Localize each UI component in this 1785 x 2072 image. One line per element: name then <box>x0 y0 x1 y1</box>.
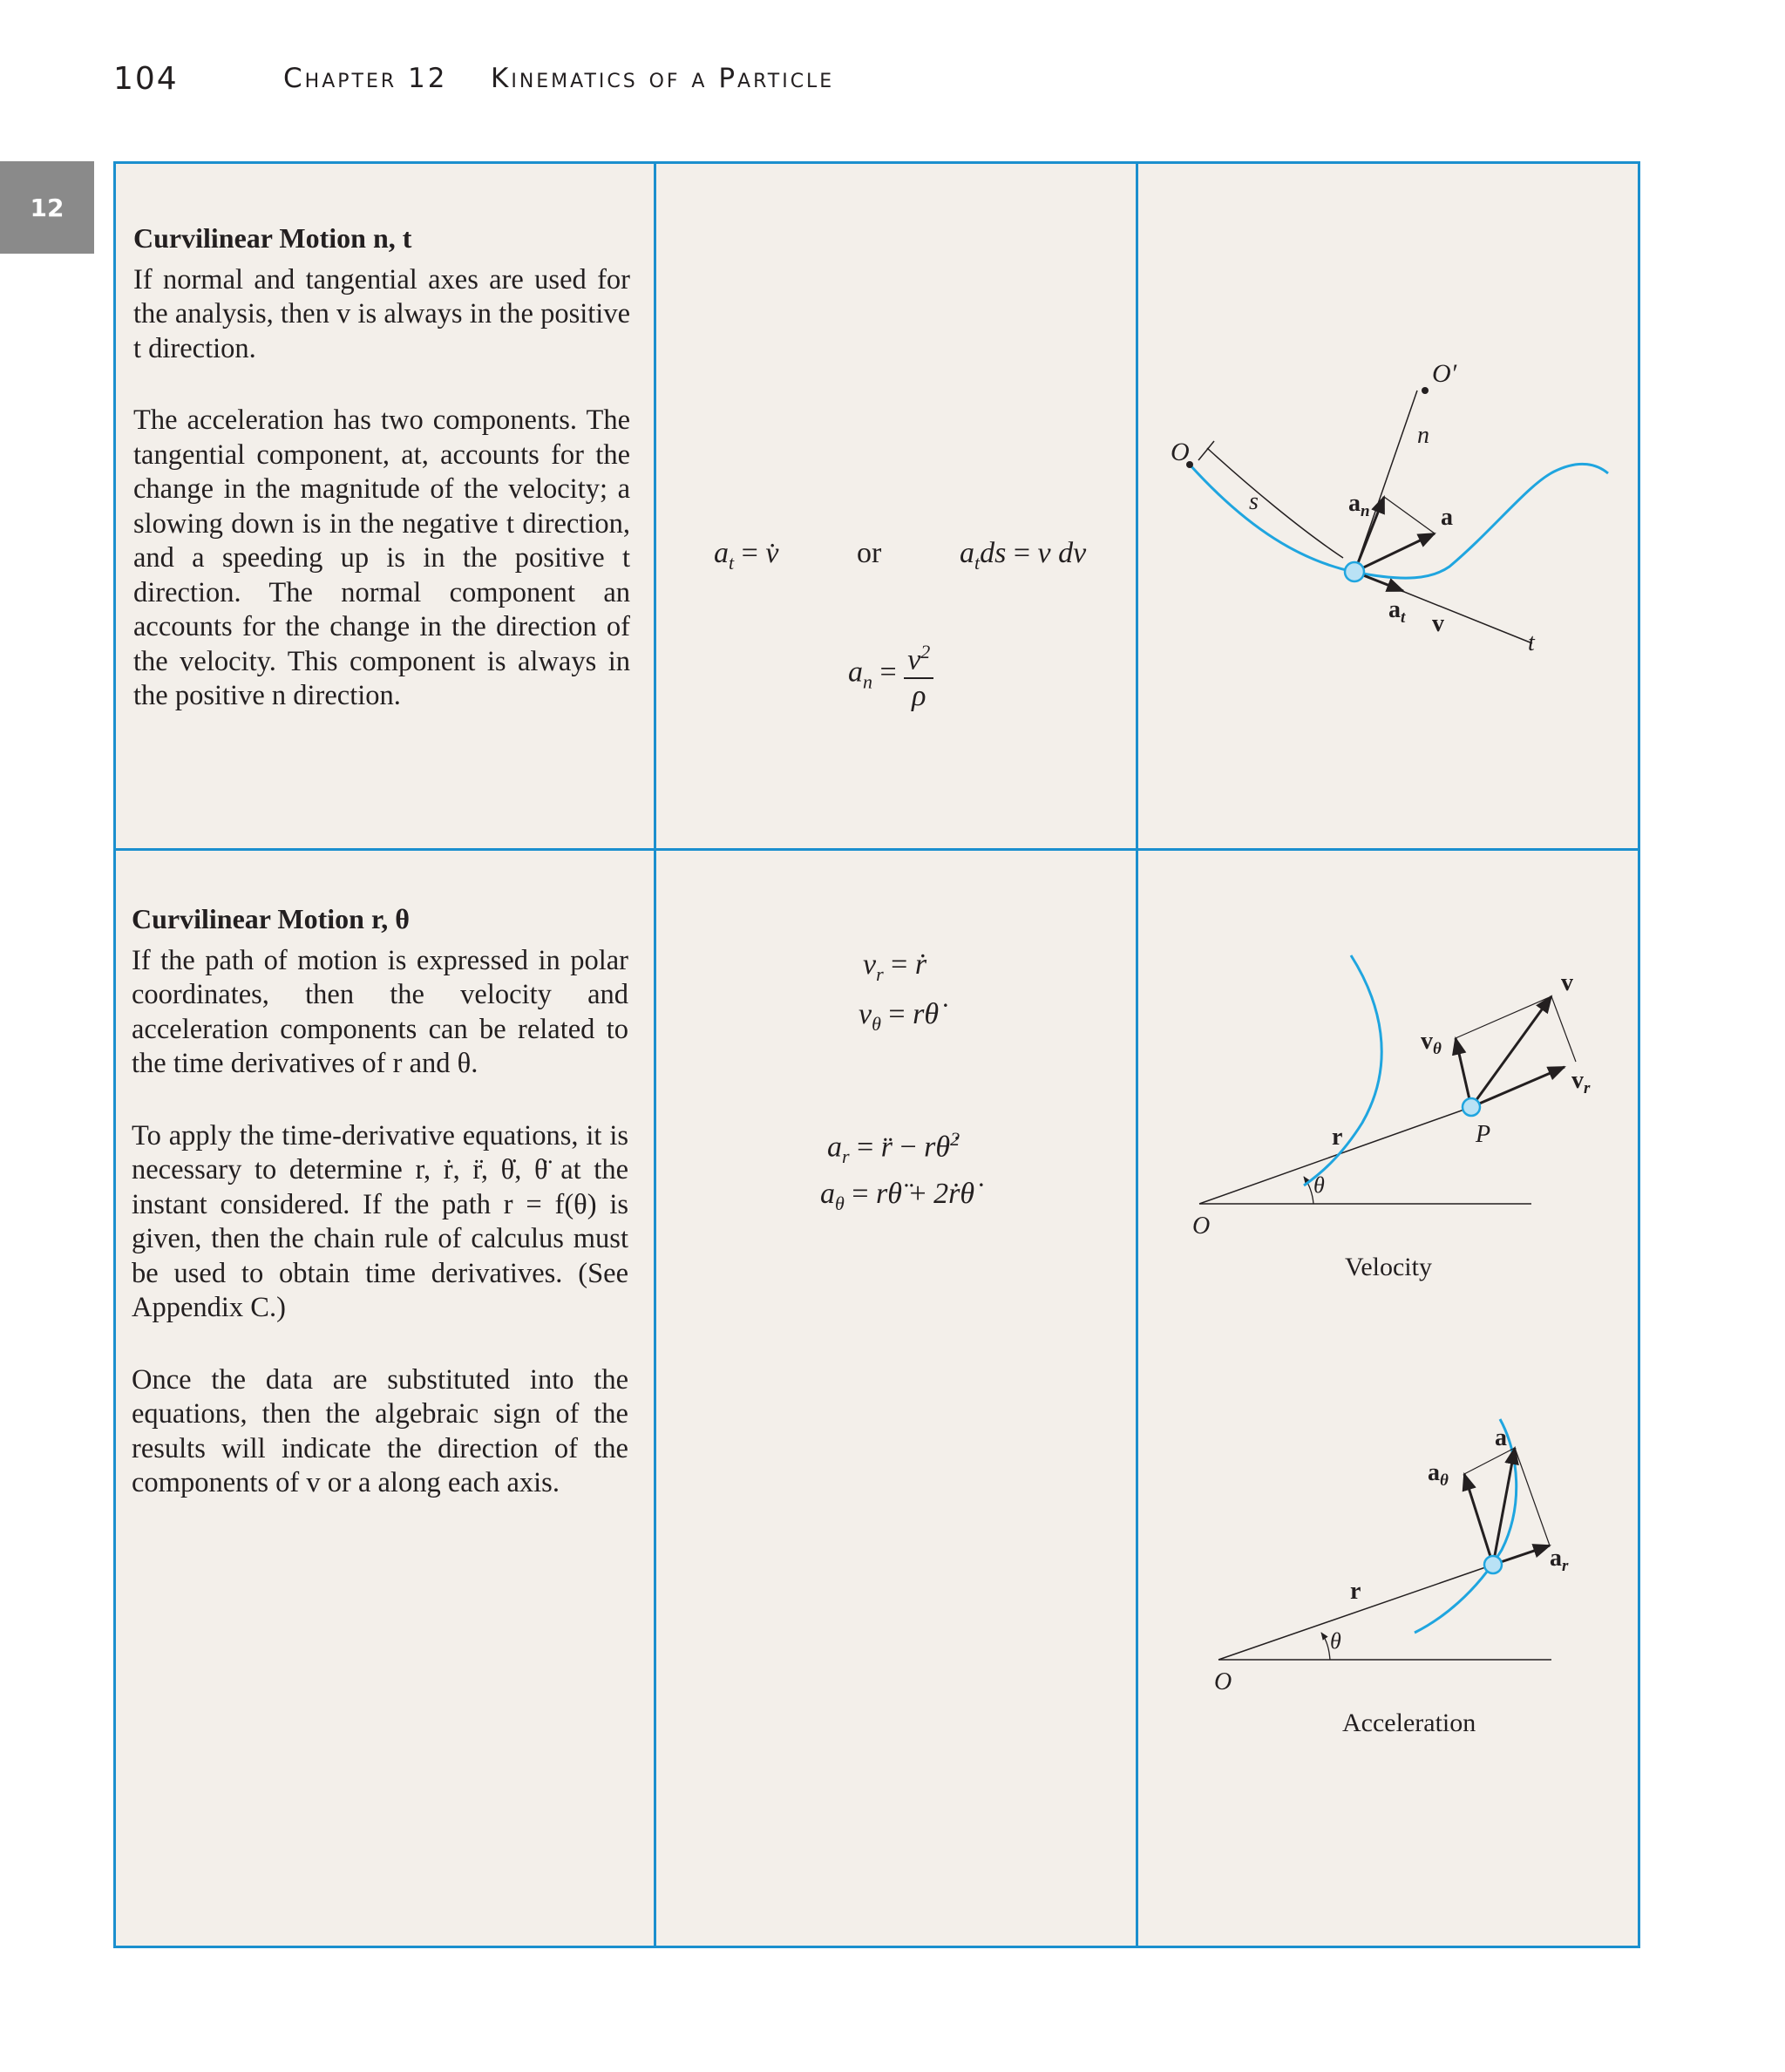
equation-an: $a_n$ = $\frac{v^2}{\rho}$ <box>848 635 933 714</box>
equation-atheta: $a_\theta$ = rθ̈ + 2ṙθ̇ <box>820 1178 975 1214</box>
acc-label-atheta: $a_\theta$ <box>1428 1459 1449 1490</box>
vel-label-vr: $v_r$ <box>1571 1067 1591 1097</box>
label-O: O <box>1171 438 1190 466</box>
rtheta-paragraph-2: To apply the time-derivative equations, it is necessary to determine r, ṙ, r̈, θ̇, θ̈ at the instant considered. If the path r = f(θ) is given, then the chain rule of calculus must be used to obtain time derivatives. (See Appendix C.) <box>132 1119 628 1323</box>
equation-vtheta: $v_\theta$ = rθ̇ <box>859 998 940 1035</box>
acc-label-O: O <box>1214 1668 1232 1695</box>
vel-label-O: O <box>1192 1213 1211 1240</box>
chapter-tab: 12 <box>0 161 94 254</box>
chapter-title: Kinematics of a Particle <box>491 63 835 94</box>
equation-at: $a_t$ = v̇ <box>714 537 779 574</box>
running-head <box>0 54 1785 106</box>
label-t: t <box>1528 629 1535 656</box>
acc-label-r: r <box>1350 1578 1361 1605</box>
acc-label-a: a <box>1495 1424 1507 1451</box>
rtheta-paragraph-3: Once the data are substituted into the equations, then the algebraic sign of the results will indicate the direction of the components of v or a along each axis. <box>132 1363 628 1498</box>
nt-paragraph-2: The acceleration has two components. The tangential component, at, accounts for the change in the magnitude of the velocity; a slowing down is in the negative t direction, and a speeding up is in the positive t direction. The normal component an accounts for the change in the direction of the velocity. This component is always in the positive n direction. <box>133 404 630 711</box>
summary-table <box>113 161 1640 1948</box>
chapter-label: Chapter 12 <box>283 63 448 94</box>
label-O-prime: O′ <box>1432 359 1457 388</box>
label-n: n <box>1417 422 1429 449</box>
rtheta-paragraph-1: If the path of motion is expressed in polar coordinates, then the velocity and acceleration components can be related to the time derivatives of r and θ. <box>132 944 628 1079</box>
page-number: 104 <box>113 61 179 97</box>
equation-vr: $v_r$ = ṙ <box>863 948 927 985</box>
velocity-caption: Velocity <box>1345 1253 1432 1281</box>
vel-label-P: P <box>1476 1121 1491 1148</box>
vel-label-r: r <box>1332 1124 1343 1151</box>
equation-ar: $a_r$ = r̈ − rθ̇$^2$ <box>827 1128 960 1168</box>
rtheta-heading: Curvilinear Motion r, θ <box>132 903 410 934</box>
nt-heading: Curvilinear Motion n, t <box>133 222 412 254</box>
label-at: $a_t$ <box>1388 596 1406 627</box>
vel-label-v: v <box>1561 969 1573 996</box>
acc-label-theta: θ <box>1330 1628 1341 1654</box>
label-s: s <box>1249 488 1259 515</box>
acceleration-caption: Acceleration <box>1342 1709 1476 1737</box>
label-a: a <box>1441 504 1453 531</box>
acc-label-ar: $a_r$ <box>1550 1545 1569 1575</box>
velocity-figure <box>116 164 1638 1946</box>
label-an: $a_n$ <box>1348 490 1370 520</box>
vel-label-vtheta: $v_\theta$ <box>1421 1028 1442 1058</box>
vel-label-theta: θ <box>1313 1172 1325 1198</box>
nt-paragraph-1: If normal and tangential axes are used for the analysis, then v is always in the positive t direction. <box>133 263 630 364</box>
equation-or: or <box>857 537 882 569</box>
label-v: v <box>1432 610 1444 637</box>
equation-at-ds: $a_tds = v$ dv <box>960 537 1087 574</box>
